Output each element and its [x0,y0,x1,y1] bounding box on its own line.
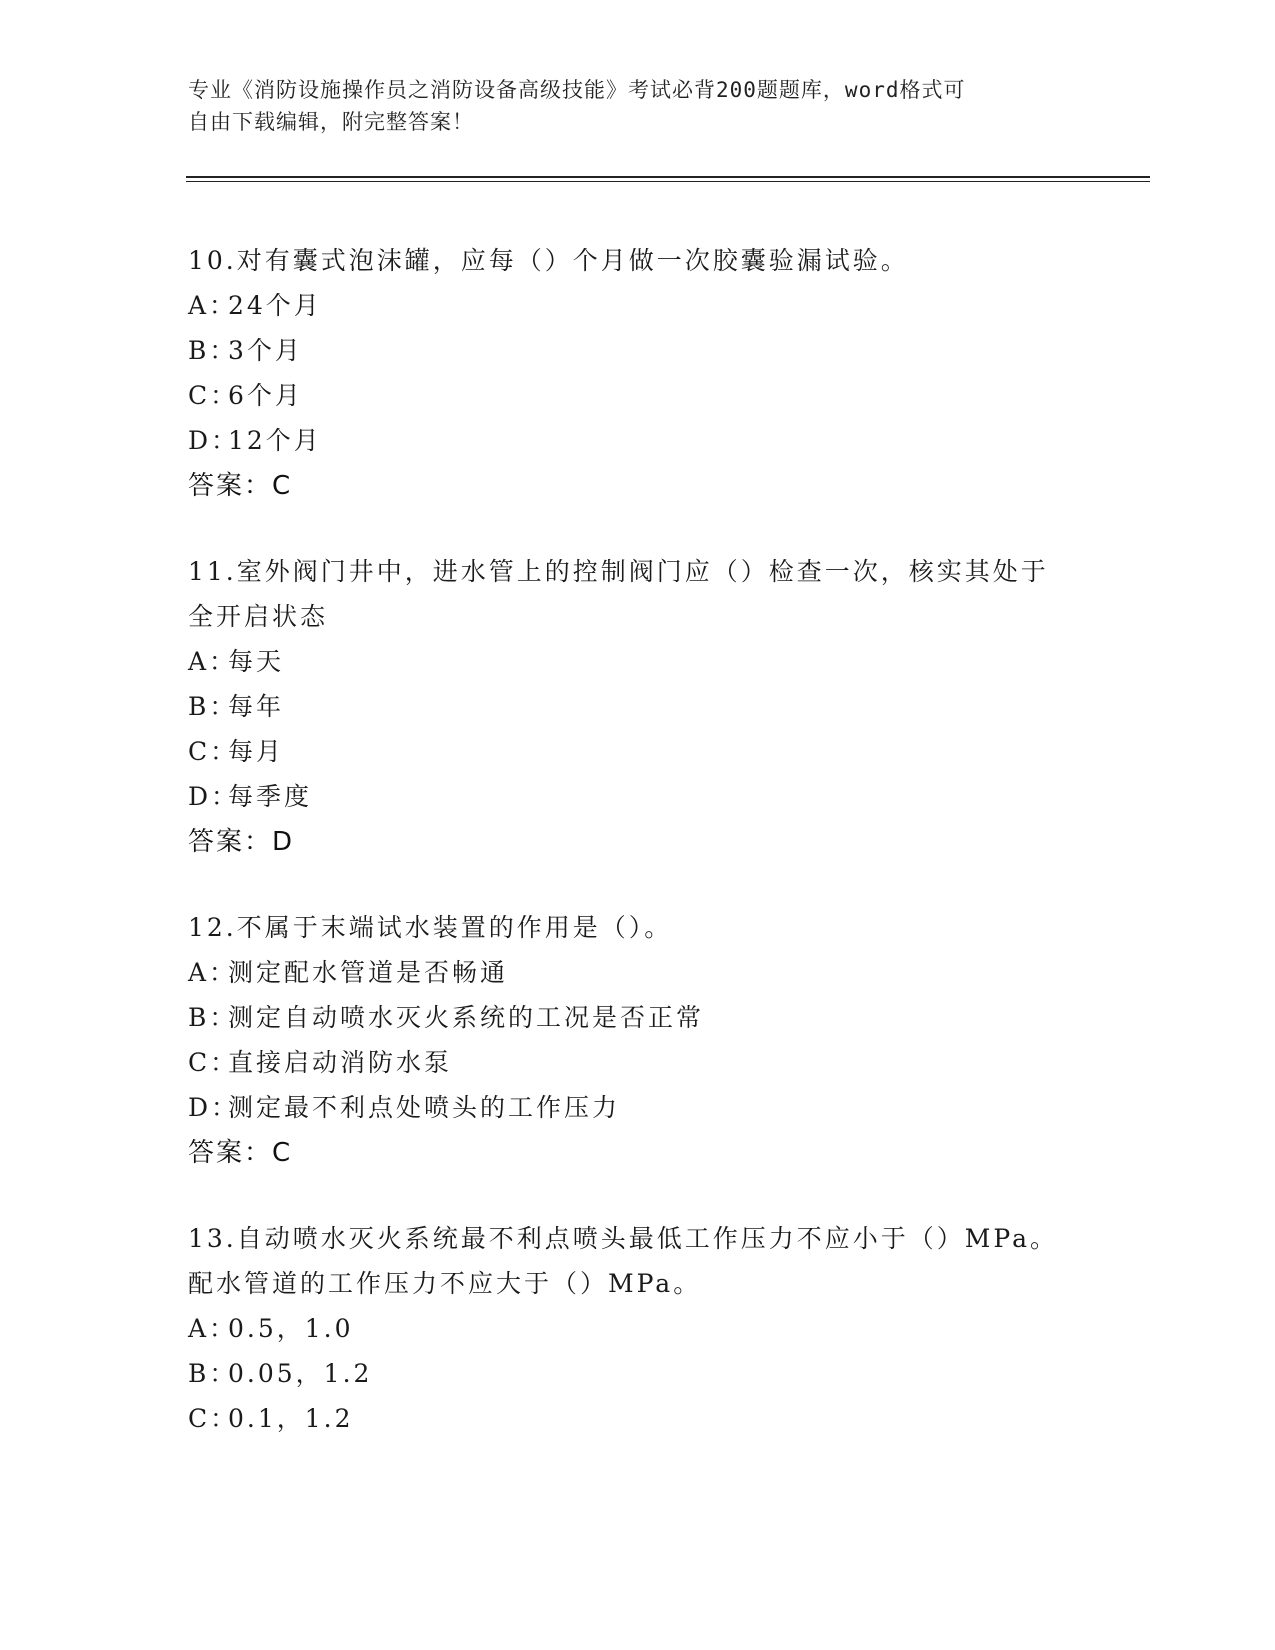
question-line-2: 全开启状态 [188,602,329,631]
option-text: 6个月 [228,381,303,410]
option-text: 0.5，1.0 [228,1314,354,1343]
option-text: 每年 [228,692,285,721]
answer-line: 答案：D [188,827,295,857]
answer-line: 答案：C [188,1138,293,1168]
option-label: B： [188,1003,238,1032]
option-a [188,950,1088,995]
option-text: 24个月 [228,291,322,320]
option-label: C： [188,737,239,766]
option-text: 12个月 [228,426,322,455]
option-c [188,373,1088,418]
option-c [188,729,1088,774]
question-list [188,238,1088,1481]
question-line-1: 室外阀门井中，进水管上的控制阀门应（）检查一次，核实其处于 [236,557,1049,586]
option-text: 测定配水管道是否畅通 [228,958,509,987]
option-b [188,1351,1088,1396]
option-text: 3个月 [228,336,303,365]
header-divider [186,176,1150,182]
question-line-2: 配水管道的工作压力不应大于（）MPa。 [188,1269,702,1298]
question-line-1: 对有囊式泡沫罐，应每（）个月做一次胶囊验漏试验。 [236,246,909,275]
question-13 [188,1216,1088,1441]
option-text: 测定最不利点处喷头的工作压力 [228,1093,621,1122]
option-label: B： [188,1359,238,1388]
option-text: 0.1，1.2 [228,1404,354,1433]
question-text [188,549,1088,594]
question-number: 11. [188,557,237,586]
option-label: D： [188,782,240,811]
option-text: 测定自动喷水灭火系统的工况是否正常 [228,1003,705,1032]
option-b [188,995,1088,1040]
option-label: A： [188,958,238,987]
option-text: 直接启动消防水泵 [228,1048,453,1077]
question-number: 10. [188,246,237,275]
question-text [188,238,1088,283]
question-12 [188,905,1088,1176]
option-text: 0.05，1.2 [228,1359,373,1388]
option-text: 每月 [228,737,285,766]
question-text [188,905,1088,950]
document-header [188,74,1088,138]
option-d [188,1085,1088,1130]
answer-line: 答案：C [188,471,293,501]
header-line-1: 专业《消防设施操作员之消防设备高级技能》考试必背200题题库，word格式可 [188,78,966,102]
option-label: D： [188,1093,240,1122]
option-b [188,684,1088,729]
option-d [188,774,1088,819]
option-text: 每季度 [228,782,313,811]
option-label: B： [188,336,238,365]
option-a [188,283,1088,328]
option-d [188,418,1088,463]
option-c [188,1396,1088,1441]
option-a [188,639,1088,684]
header-line-2: 自由下载编辑，附完整答案！ [188,110,474,134]
option-label: A： [188,647,238,676]
question-10 [188,238,1088,509]
option-label: B： [188,692,238,721]
question-line-1: 不属于末端试水装置的作用是（）。 [236,913,673,942]
option-label: C： [188,1048,239,1077]
question-11 [188,549,1088,865]
option-label: C： [188,1404,239,1433]
option-text: 每天 [228,647,285,676]
option-b [188,328,1088,373]
question-line-1: 自动喷水灭火系统最不利点喷头最低工作压力不应小于（）MPa。 [236,1224,1058,1253]
option-label: C： [188,381,239,410]
question-number: 13. [188,1224,237,1253]
option-c [188,1040,1088,1085]
option-label: A： [188,291,238,320]
option-label: A： [188,1314,238,1343]
question-text [188,1216,1088,1261]
question-number: 12. [188,913,237,942]
option-a [188,1306,1088,1351]
option-label: D： [188,426,240,455]
